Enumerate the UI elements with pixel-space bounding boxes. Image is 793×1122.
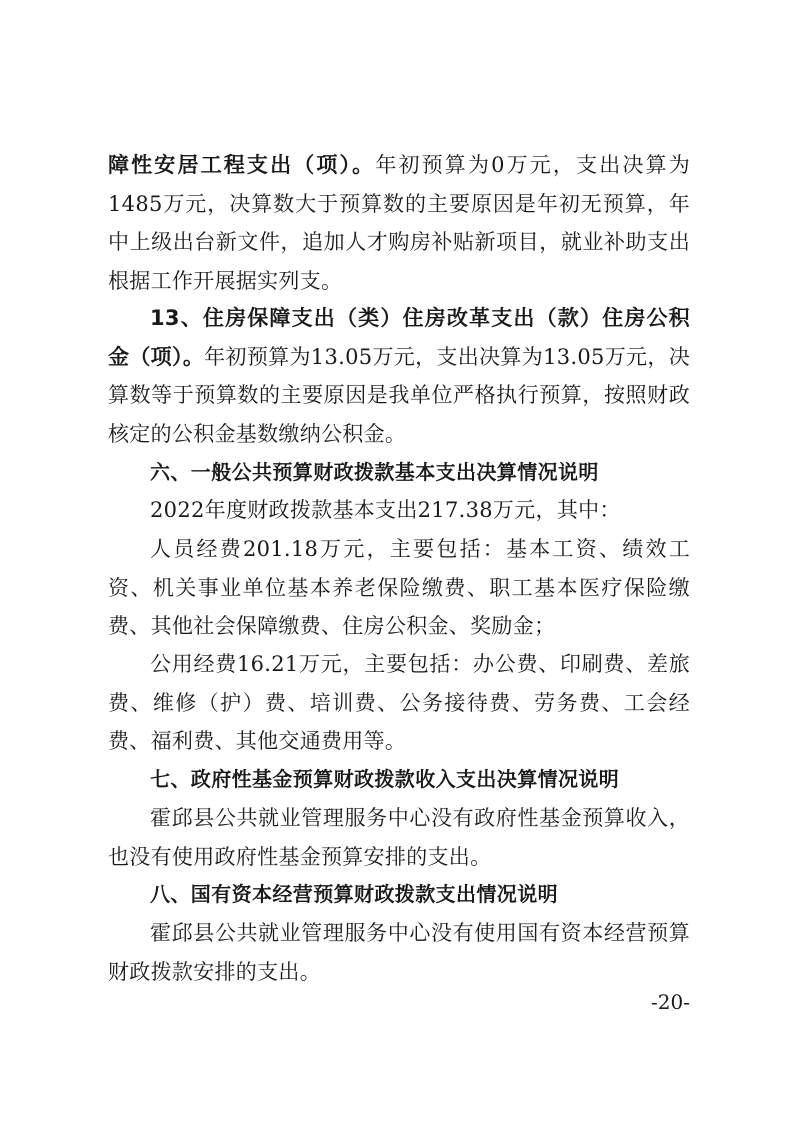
paragraph-public-expenses: 公用经费16.21万元，主要包括：办公费、印刷费、差旅费、维修（护）费、培训费、公务接待费、劳务费、工会经费、福利费、其他交通费用等。 (108, 652, 690, 753)
paragraph-basic-expenditure: 2022年度财政拨款基本支出217.38万元，其中： (150, 498, 621, 522)
paragraph-housing-fund (108, 299, 690, 453)
paragraph-state-capital: 霍邱县公共就业管理服务中心没有使用国有资本经营预算财政拨款安排的支出。 (108, 921, 690, 984)
paragraph-lead-bold: 障性安居工程支出（项）。 (108, 153, 376, 177)
section-heading-8: 八、国有资本经营预算财政拨款支出情况说明 (150, 882, 558, 906)
section-heading-6: 六、一般公共预算财政拨款基本支出决算情况说明 (150, 460, 599, 484)
paragraph-body: 年初预算为0万元，支出决算为1485万元，决算数大于预算数的主要原因是年初无预算，年中上级出台新文件，追加人才购房补贴新项目，就业补助支出根据工作开展据实列支。 (108, 153, 690, 293)
paragraph-lead-bold: 13、住房保障支出（类）住房改革支出（款）住房公积金（项）。 (108, 306, 690, 369)
page-number: -20- (651, 990, 690, 1014)
paragraph-personnel-expenses: 人员经费201.18万元，主要包括：基本工资、绩效工资、机关事业单位基本养老保险缴费、职工基本医疗保险缴费、其他社会保障缴费、住房公积金、奖励金； (108, 537, 690, 638)
section-heading-7: 七、政府性基金预算财政拨款收入支出决算情况说明 (150, 767, 620, 791)
paragraph-body: 年初预算为13.05万元，支出决算为13.05万元，决算数等于预算数的主要原因是我单位严格执行预算，按照财政核定的公积金基数缴纳公积金。 (108, 344, 691, 446)
paragraph-housing-project (108, 146, 690, 300)
paragraph-government-fund: 霍邱县公共就业管理服务中心没有政府性基金预算收入，也没有使用政府性基金预算安排的支出。 (108, 806, 690, 869)
